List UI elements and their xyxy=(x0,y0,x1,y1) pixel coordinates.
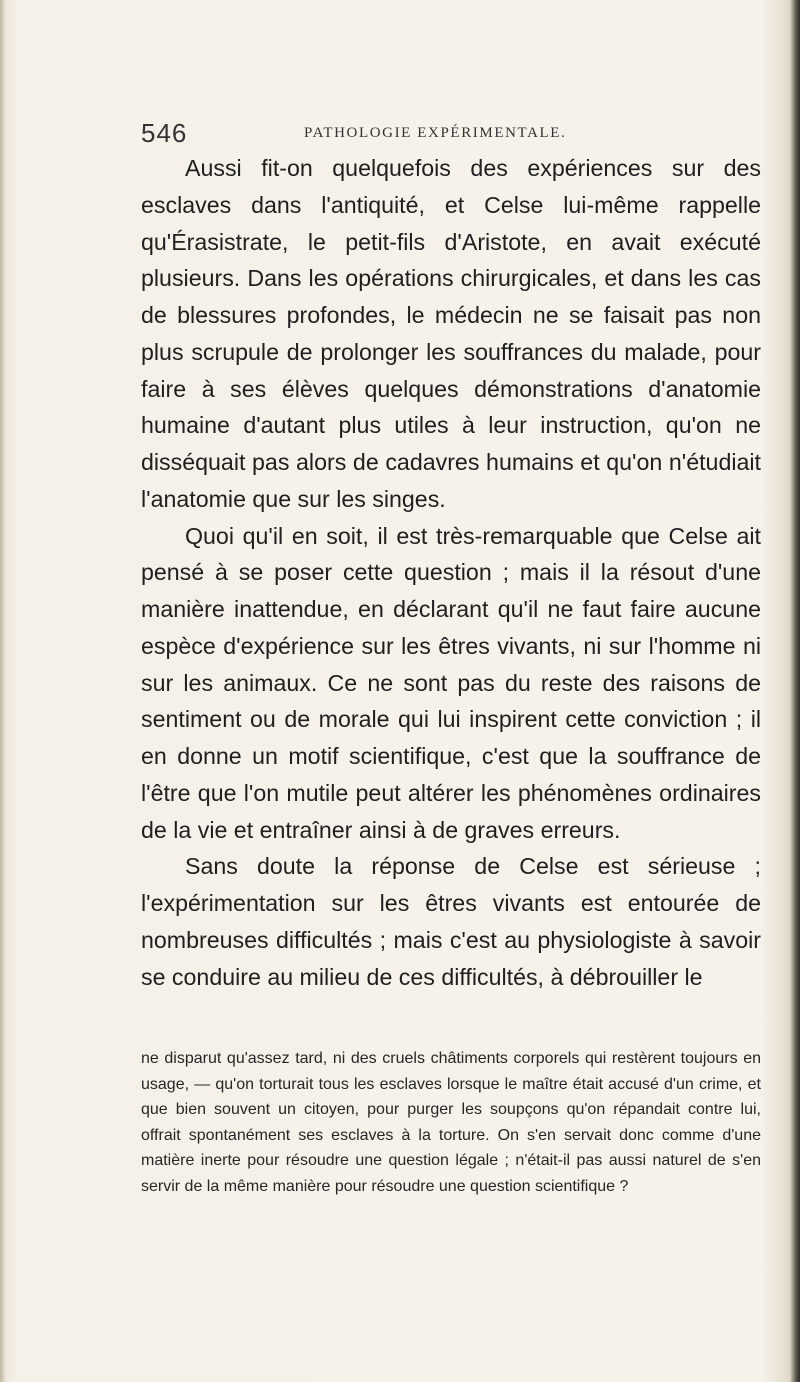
paragraph: Sans doute la réponse de Celse est sérieuse ; l'expérimentation sur les êtres vivants est entourée de nombreuses difficultés ; mais c'est au physiologiste à savoir se conduire au milieu de ces difficultés, à débrouiller le xyxy=(141,853,761,990)
footnote xyxy=(141,1046,761,1199)
page-number: 546 xyxy=(141,118,188,148)
footnote-text: ne disparut qu'assez tard, ni des cruels châtiments corporels qui restèrent toujours en usage, — qu'on torturait tous les esclaves lorsque le maître était accusé d'un crime, et que bien souvent un citoyen, pour purger les soupçons qu'on répandait contre lui, offrait spontanément ses esclaves à la torture. On s'en servait donc comme d'une matière inerte pour résoudre une question légale ; n'était-il pas aussi naturel de s'en servir de la même manière pour résoudre une question scientifique ? xyxy=(141,1050,761,1195)
page-gutter-shadow xyxy=(0,0,6,1382)
page-header xyxy=(141,118,761,148)
paragraph: Aussi fit-on quelquefois des expériences sur des esclaves dans l'antiquité, et Celse lui-même rappelle qu'Érasistrate, le petit-fils d'Aristote, en avait exécuté plusieurs. Dans les opérations chirurgicales, et dans les cas de blessures profondes, le médecin ne se faisait pas non plus scrupule de prolonger les souffrances du malade, pour faire à ses élèves quelques démonstrations d'anatomie humaine d'autant plus utiles à leur instruction, qu'on ne disséquait pas alors de cadavres humains et qu'on n'étudiait l'anatomie que sur les singes. xyxy=(141,155,761,512)
page-edge-shadow xyxy=(790,0,800,1382)
paragraph: Quoi qu'il en soit, il est très-remarquable que Celse ait pensé à se poser cette question ; mais il la résout d'une manière inattendue, en déclarant qu'il ne faut faire aucune espèce d'expérience sur les êtres vivants, ni sur l'homme ni sur les animaux. Ce ne sont pas du reste des raisons de sentiment ou de morale qui lui inspirent cette conviction ; il en donne un motif scientifique, c'est que la souffrance de l'être que l'on mutile peut altérer les phénomènes ordinaires de la vie et entraîner ainsi à de graves erreurs. xyxy=(141,522,761,843)
main-text xyxy=(141,150,761,995)
running-title: PATHOLOGIE EXPÉRIMENTALE. xyxy=(304,125,567,141)
